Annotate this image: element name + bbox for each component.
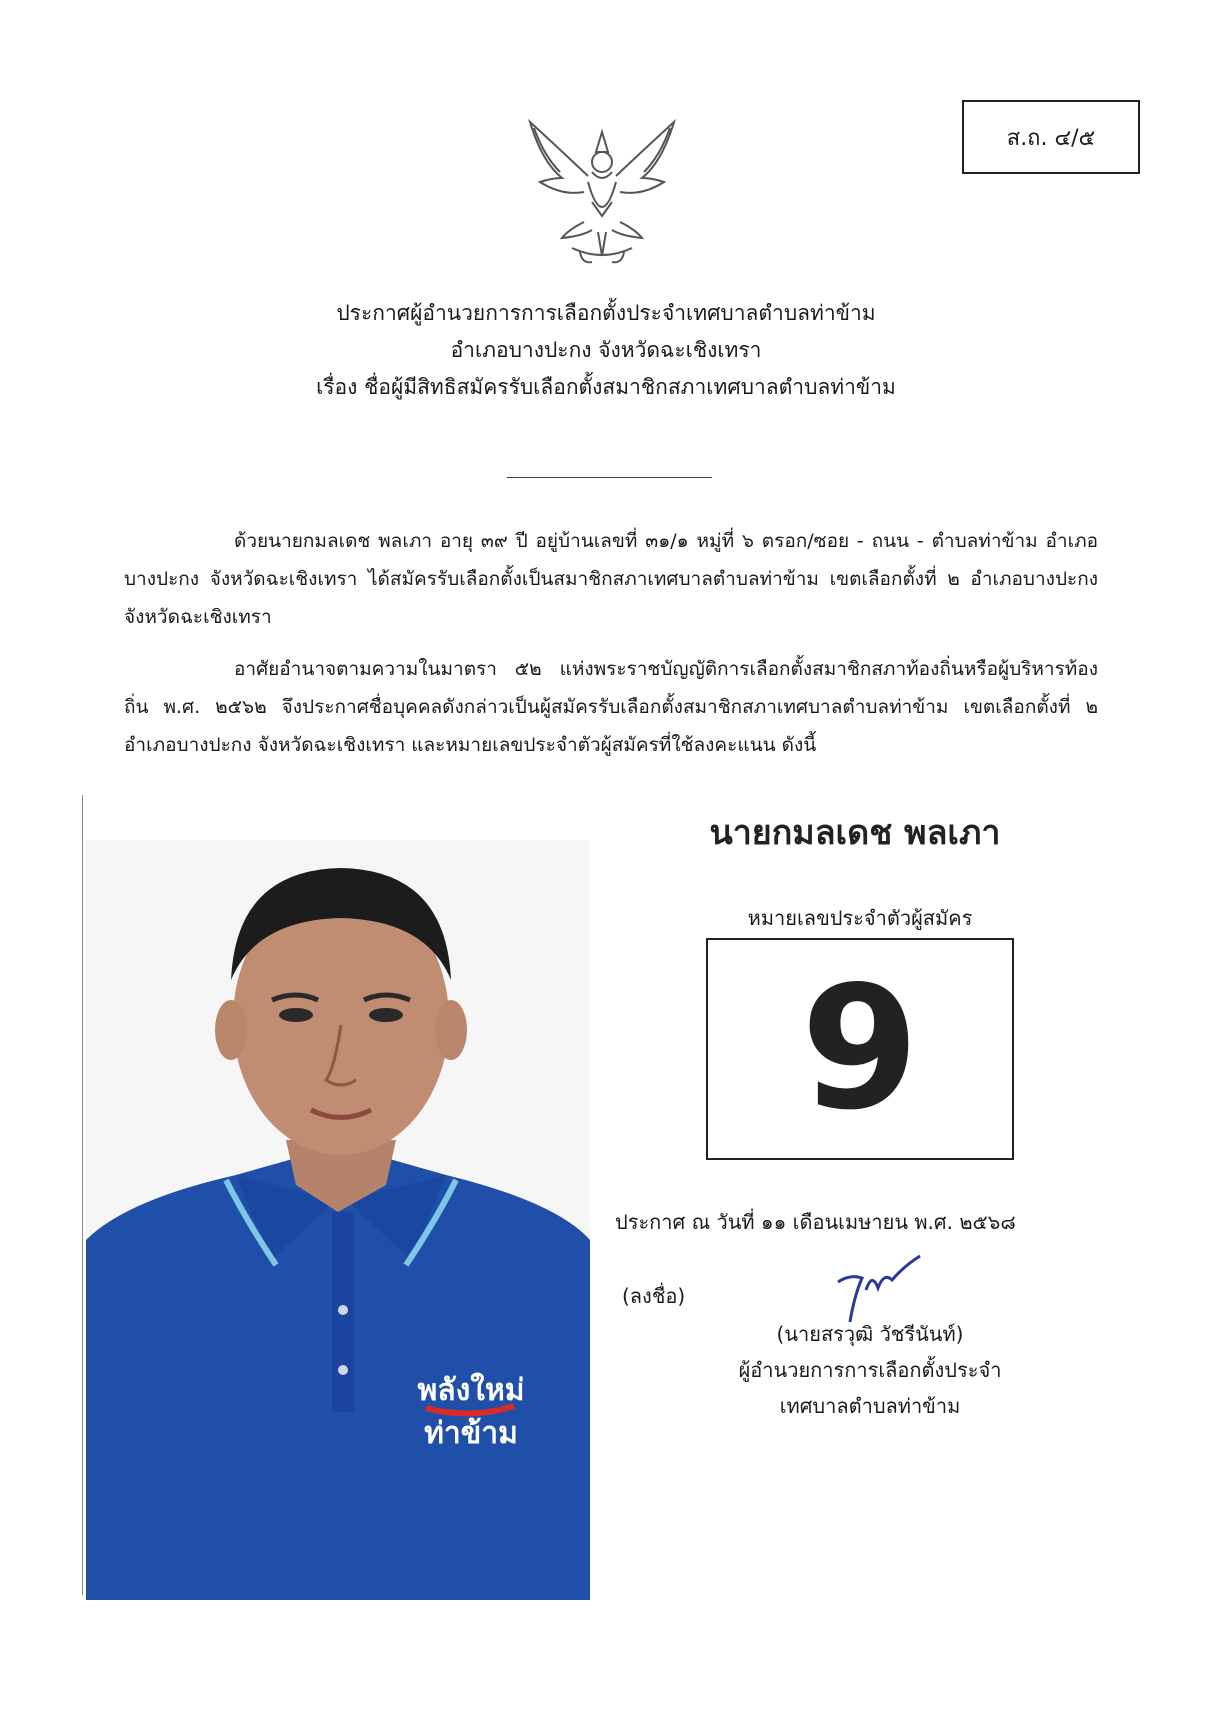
shirt-logo-line1: พลังใหม่ [417, 1373, 525, 1408]
paragraph-1-text: ด้วยนายกมลเดช พลเภา อายุ ๓๙ ปี อยู่บ้านเลขที่ ๓๑/๑ หมู่ที่ ๖ ตรอก/ซอย - ถนน - ตำบลท่าข้าม อำเภอบางปะกง จังหวัดฉะเชิงเทรา ได้สมัครรับเลือกตั้งเป็นสมาชิกสภาเทศบาลตำบลท่าข้าม เขตเลือกตั้งที่ ๒ อำเภอบางปะกง จังหวัดฉะเชิงเทรา [124, 530, 1098, 628]
header-title: ประกาศผู้อำนวยการการเลือกตั้งประจำเทศบาลตำบลท่าข้าม [336, 301, 876, 325]
candidate-number-box [706, 938, 1014, 1160]
form-code-box [962, 100, 1140, 174]
body-paragraph-1 [124, 522, 1098, 636]
candidate-name: นายกมลเดช พลเภา [709, 813, 1001, 853]
header-divider [507, 477, 712, 478]
announcement-header [0, 295, 1212, 406]
signer-title-line1: ผู้อำนวยการการเลือกตั้งประจำ [738, 1358, 1002, 1382]
photo-border-line [82, 795, 83, 1595]
candidate-number: 9 [800, 950, 920, 1148]
header-subject: เรื่อง ชื่อผู้มีสิทธิสมัครรับเลือกตั้งสมาชิกสภาเทศบาลตำบลท่าข้าม [316, 375, 896, 399]
signed-label: (ลงชื่อ) [622, 1284, 686, 1308]
header-district: อำเภอบางปะกง จังหวัดฉะเชิงเทรา [450, 338, 762, 362]
signer-title-line2: เทศบาลตำบลท่าข้าม [779, 1394, 961, 1418]
candidate-photo [86, 840, 590, 1600]
garuda-emblem-icon [522, 112, 682, 272]
body-paragraph-2 [124, 650, 1098, 764]
signer-name: (นายสรวุฒิ วัชรีนันท์) [776, 1322, 964, 1346]
announcement-date: ประกาศ ณ วันที่ ๑๑ เดือนเมษายน พ.ศ. ๒๕๖๘ [615, 1210, 1016, 1234]
candidate-number-label: หมายเลขประจำตัวผู้สมัคร [747, 906, 973, 930]
form-code: ส.ถ. ๔/๕ [1006, 125, 1096, 151]
paragraph-2-text: อาศัยอำนาจตามความในมาตรา ๕๒ แห่งพระราชบัญญัติการเลือกตั้งสมาชิกสภาท้องถิ่นหรือผู้บริหารท้องถิ่น พ.ศ. ๒๕๖๒ จึงประกาศชื่อบุคคลดังกล่าวเป็นผู้สมัครรับเลือกตั้งสมาชิกสภาเทศบาลตำบลท่าข้าม เขตเลือกตั้งที่ ๒ อำเภอบางปะกง จังหวัดฉะเชิงเทรา และหมายเลขประจำตัวผู้สมัครที่ใช้ลงคะแนน ดังนี้ [124, 658, 1098, 756]
shirt-logo-line2: ท่าข้าม [424, 1416, 518, 1451]
